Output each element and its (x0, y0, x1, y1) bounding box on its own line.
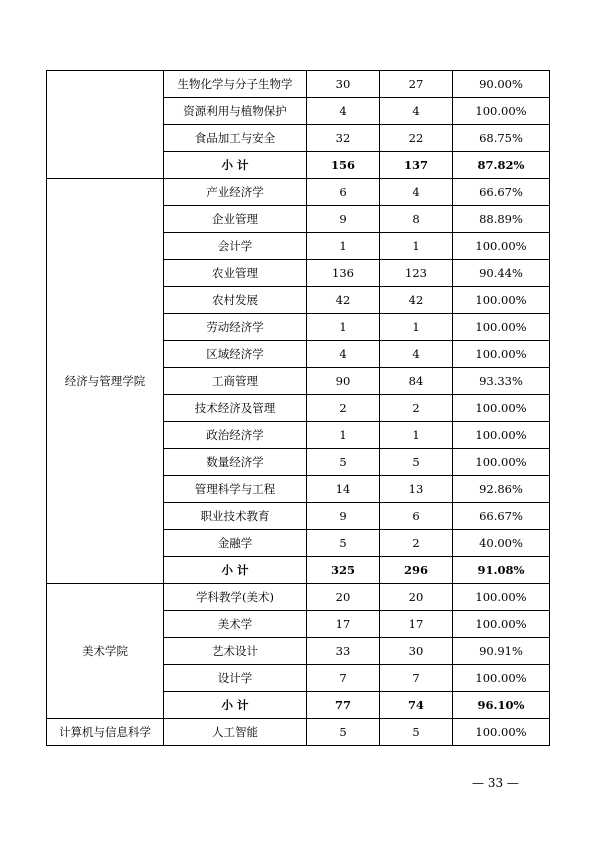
major-cell: 区域经济学 (164, 341, 307, 368)
count-cell: 5 (380, 449, 453, 476)
major-cell: 数量经济学 (164, 449, 307, 476)
count-cell: 2 (307, 395, 380, 422)
rate-cell: 100.00% (453, 287, 550, 314)
count-cell: 17 (307, 611, 380, 638)
count-cell: 1 (307, 233, 380, 260)
major-cell: 劳动经济学 (164, 314, 307, 341)
rate-cell: 100.00% (453, 395, 550, 422)
major-cell: 职业技术教育 (164, 503, 307, 530)
count-cell: 7 (307, 665, 380, 692)
major-cell: 工商管理 (164, 368, 307, 395)
subtotal-count: 325 (307, 557, 380, 584)
count-cell: 20 (307, 584, 380, 611)
table-body (47, 71, 550, 746)
count-cell: 136 (307, 260, 380, 287)
count-cell: 42 (380, 287, 453, 314)
major-cell: 管理科学与工程 (164, 476, 307, 503)
count-cell: 1 (380, 314, 453, 341)
rate-cell: 100.00% (453, 719, 550, 746)
rate-cell: 100.00% (453, 98, 550, 125)
count-cell: 4 (380, 179, 453, 206)
rate-cell: 40.00% (453, 530, 550, 557)
subtotal-rate: 87.82% (453, 152, 550, 179)
count-cell: 17 (380, 611, 453, 638)
rate-cell: 90.44% (453, 260, 550, 287)
major-cell: 资源利用与植物保护 (164, 98, 307, 125)
rate-cell: 100.00% (453, 449, 550, 476)
table-row (47, 179, 550, 206)
count-cell: 4 (380, 98, 453, 125)
major-cell: 产业经济学 (164, 179, 307, 206)
count-cell: 4 (307, 341, 380, 368)
rate-cell: 90.91% (453, 638, 550, 665)
rate-cell: 100.00% (453, 611, 550, 638)
count-cell: 2 (380, 530, 453, 557)
major-cell: 艺术设计 (164, 638, 307, 665)
count-cell: 8 (380, 206, 453, 233)
subtotal-count: 74 (380, 692, 453, 719)
rate-cell: 100.00% (453, 584, 550, 611)
count-cell: 84 (380, 368, 453, 395)
count-cell: 5 (380, 719, 453, 746)
table-row (47, 719, 550, 746)
count-cell: 1 (380, 233, 453, 260)
table-row (47, 584, 550, 611)
count-cell: 30 (307, 71, 380, 98)
subtotal-rate: 91.08% (453, 557, 550, 584)
major-cell: 会计学 (164, 233, 307, 260)
count-cell: 9 (307, 503, 380, 530)
count-cell: 6 (307, 179, 380, 206)
count-cell: 1 (307, 314, 380, 341)
rate-cell: 92.86% (453, 476, 550, 503)
count-cell: 5 (307, 719, 380, 746)
subtotal-count: 156 (307, 152, 380, 179)
employment-table (46, 70, 550, 746)
major-cell: 生物化学与分子生物学 (164, 71, 307, 98)
major-cell: 学科教学(美术) (164, 584, 307, 611)
table-row (47, 71, 550, 98)
rate-cell: 100.00% (453, 341, 550, 368)
page-number: — 33 — (472, 776, 519, 790)
count-cell: 42 (307, 287, 380, 314)
rate-cell: 66.67% (453, 179, 550, 206)
count-cell: 90 (307, 368, 380, 395)
major-cell: 技术经济及管理 (164, 395, 307, 422)
count-cell: 32 (307, 125, 380, 152)
count-cell: 6 (380, 503, 453, 530)
count-cell: 9 (307, 206, 380, 233)
rate-cell: 100.00% (453, 422, 550, 449)
count-cell: 27 (380, 71, 453, 98)
college-cell: 经济与管理学院 (47, 179, 164, 584)
count-cell: 123 (380, 260, 453, 287)
major-cell: 食品加工与安全 (164, 125, 307, 152)
count-cell: 2 (380, 395, 453, 422)
rate-cell: 93.33% (453, 368, 550, 395)
major-cell: 政治经济学 (164, 422, 307, 449)
major-cell: 金融学 (164, 530, 307, 557)
major-cell: 农村发展 (164, 287, 307, 314)
subtotal-label: 小 计 (164, 152, 307, 179)
subtotal-label: 小 计 (164, 692, 307, 719)
subtotal-count: 296 (380, 557, 453, 584)
count-cell: 20 (380, 584, 453, 611)
count-cell: 30 (380, 638, 453, 665)
rate-cell: 68.75% (453, 125, 550, 152)
subtotal-rate: 96.10% (453, 692, 550, 719)
major-cell: 美术学 (164, 611, 307, 638)
rate-cell: 100.00% (453, 665, 550, 692)
subtotal-count: 137 (380, 152, 453, 179)
rate-cell: 88.89% (453, 206, 550, 233)
count-cell: 13 (380, 476, 453, 503)
major-cell: 设计学 (164, 665, 307, 692)
count-cell: 7 (380, 665, 453, 692)
subtotal-label: 小 计 (164, 557, 307, 584)
count-cell: 22 (380, 125, 453, 152)
rate-cell: 100.00% (453, 314, 550, 341)
major-cell: 人工智能 (164, 719, 307, 746)
college-cell: 计算机与信息科学 (47, 719, 164, 746)
major-cell: 农业管理 (164, 260, 307, 287)
count-cell: 1 (307, 422, 380, 449)
count-cell: 4 (380, 341, 453, 368)
college-cell (47, 71, 164, 179)
rate-cell: 100.00% (453, 233, 550, 260)
college-cell: 美术学院 (47, 584, 164, 719)
rate-cell: 66.67% (453, 503, 550, 530)
count-cell: 5 (307, 530, 380, 557)
rate-cell: 90.00% (453, 71, 550, 98)
subtotal-count: 77 (307, 692, 380, 719)
count-cell: 4 (307, 98, 380, 125)
count-cell: 5 (307, 449, 380, 476)
count-cell: 1 (380, 422, 453, 449)
count-cell: 14 (307, 476, 380, 503)
count-cell: 33 (307, 638, 380, 665)
major-cell: 企业管理 (164, 206, 307, 233)
